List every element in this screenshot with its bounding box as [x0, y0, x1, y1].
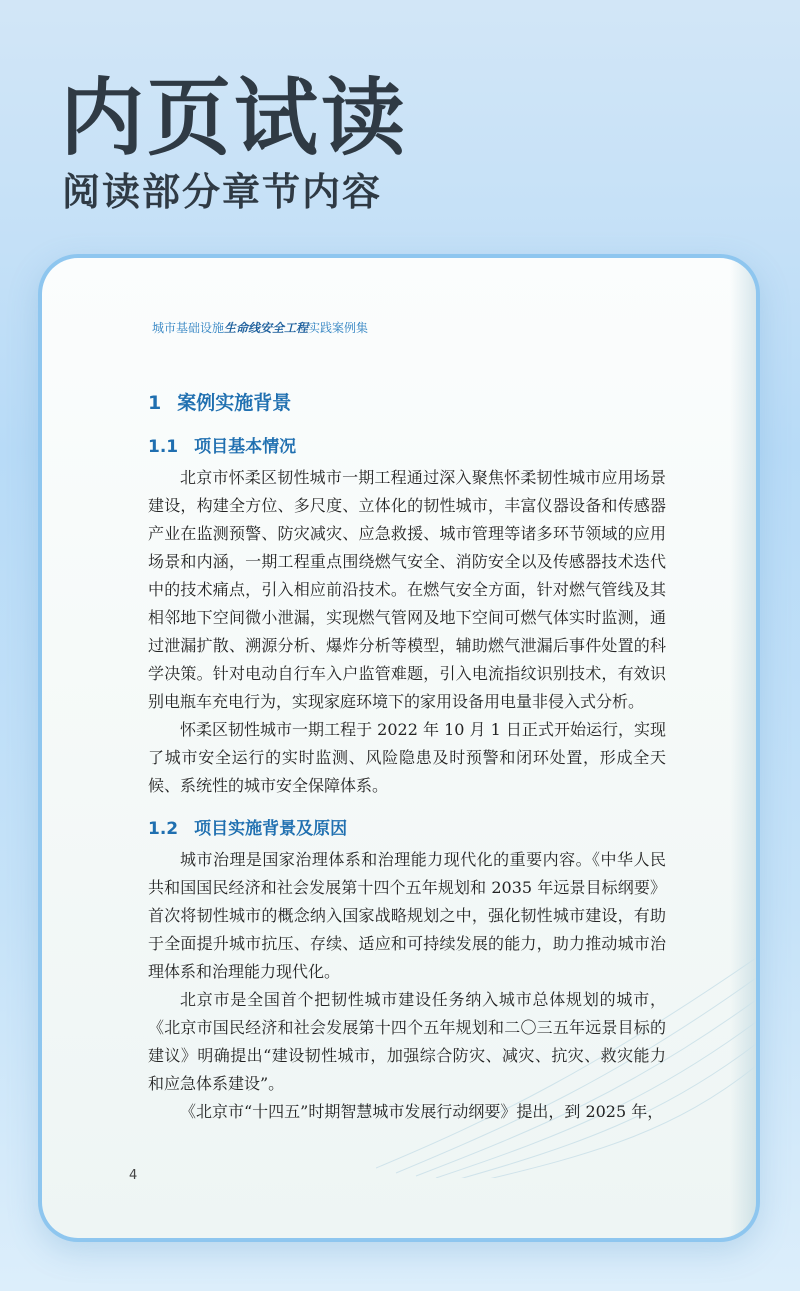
banner-title: 内页试读 [60, 69, 409, 167]
banner-subtitle: 阅读部分章节内容 [62, 170, 383, 214]
book-page [42, 258, 756, 1238]
body-paragraph: 城市治理是国家治理体系和治理能力现代化的重要内容。《中华人民共和国国民经济和社会发展第十四个五年规划和 2035 年远景目标纲要》首次将韧性城市的概念纳入国家战略规划之中，强化韧性城市建设，有助于全面提升城市抗压、存续、适应和可持续发展的能力，助力推动城市治理体系和治理能力现代化。 [148, 850, 666, 981]
section-title: 项目基本情况 [194, 437, 297, 457]
page-content [148, 388, 666, 1126]
page-number: 4 [129, 1168, 138, 1183]
section-heading [148, 434, 666, 460]
chapter-number: 1 [148, 392, 162, 414]
section-heading [148, 816, 666, 842]
book-page-preview [38, 254, 760, 1242]
running-header-highlight: 生命线安全工程 [224, 321, 309, 335]
running-header [152, 319, 368, 336]
chapter-heading [148, 388, 666, 418]
body-paragraph: 怀柔区韧性城市一期工程于 2022 年 10 月 1 日正式开始运行，实现了城市安全运行的实时监测、风险隐患及时预警和闭环处置，形成全天候、系统性的城市安全保障体系。 [148, 720, 666, 795]
section-number: 1.2 [148, 819, 179, 839]
body-paragraph: 北京市是全国首个把韧性城市建设任务纳入城市总体规划的城市，《北京市国民经济和社会发展第十四个五年规划和二〇三五年远景目标的建议》明确提出“建设韧性城市，加强综合防灾、减灾、抗灾、救灾能力和应急体系建设”。 [148, 990, 666, 1093]
chapter-title: 案例实施背景 [177, 392, 292, 414]
section-number: 1.1 [148, 437, 179, 457]
running-header-suffix: 实践案例集 [308, 321, 369, 335]
body-paragraph: 《北京市“十四五”时期智慧城市发展行动纲要》提出，到 2025 年， [180, 1102, 664, 1121]
section-title: 项目实施背景及原因 [194, 819, 348, 839]
body-paragraph: 北京市怀柔区韧性城市一期工程通过深入聚焦怀柔韧性城市应用场景建设，构建全方位、多尺度、立体化的韧性城市，丰富仪器设备和传感器产业在监测预警、防灾减灾、应急救援、城市管理等诸多环节领域的应用场景和内涵，一期工程重点围绕燃气安全、消防安全以及传感器技术迭代中的技术痛点，引入相应前沿技术。在燃气安全方面，针对燃气管线及其相邻地下空间微小泄漏，实现燃气管网及地下空间可燃气体实时监测，通过泄漏扩散、溯源分析、爆炸分析等模型，辅助燃气泄漏后事件处置的科学决策。针对电动自行车入户监管难题，引入电流指纹识别技术，有效识别电瓶车充电行为，实现家庭环境下的家用设备用电量非侵入式分析。 [148, 468, 666, 711]
running-header-prefix: 城市基础设施 [152, 321, 225, 335]
